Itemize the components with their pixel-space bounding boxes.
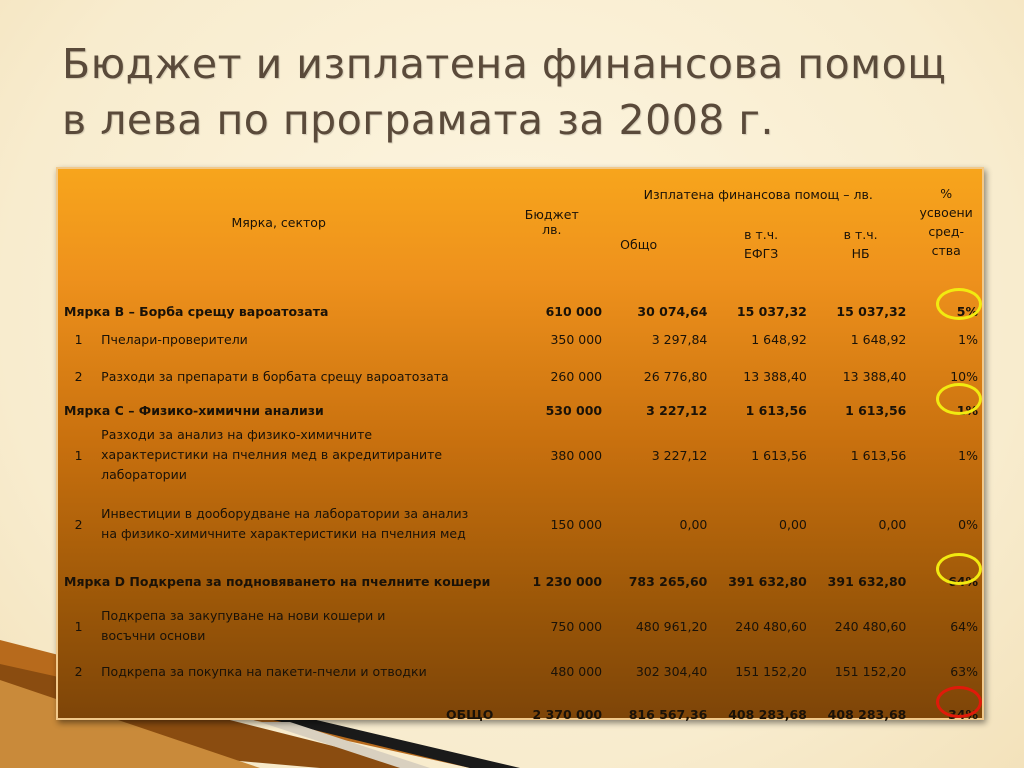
- header-budget: [497, 172, 606, 272]
- row-label: Мярка В – Борба срещу вароатозата: [64, 303, 329, 319]
- header-nb: [811, 216, 910, 272]
- row-efgz: 15 037,32: [736, 303, 807, 319]
- row-label: Мярка D Подкрепа за подновяването на пчелните кошери: [64, 573, 491, 589]
- header-row-1: [60, 172, 982, 216]
- row-budget: 610 000: [545, 303, 603, 319]
- row-budget: 530 000: [545, 402, 603, 418]
- row-total: 3 297,84: [651, 331, 708, 347]
- header-efgz: [711, 216, 810, 272]
- row-budget: 1 230 000: [532, 573, 603, 589]
- row-label: Разходи за анализ на физико-химичните характеристики на пчелния мед в акредитираните лаборатории: [101, 427, 443, 482]
- row-index: 2: [74, 368, 83, 384]
- total-budget: 2 370 000: [532, 706, 603, 722]
- row-total: 302 304,40: [635, 663, 708, 679]
- row-label: Подкрепа за покупка на пакети-пчели и отводки: [101, 663, 427, 679]
- row-label: Пчелари-проверители: [101, 331, 248, 347]
- row-percent: 1%: [958, 331, 978, 347]
- total-percent: 34%: [948, 706, 978, 722]
- row-nb: 1 613,56: [845, 402, 907, 418]
- row-budget: 150 000: [550, 516, 603, 532]
- page-title: [62, 36, 1002, 148]
- header-budget-line2: лв.: [542, 222, 562, 237]
- row-total: 30 074,64: [637, 303, 708, 319]
- table-row: [60, 420, 982, 490]
- row-nb: 1 613,56: [850, 447, 907, 463]
- row-percent: 1%: [958, 447, 978, 463]
- row-label: Разходи за препарати в борбата срещу вароатозата: [101, 368, 449, 384]
- row-efgz: 151 152,20: [735, 663, 807, 679]
- header-budget-line1: Бюджет: [524, 207, 579, 222]
- row-budget: 480 000: [550, 663, 603, 679]
- title-line-2: в лева по програмата за 2008 г.: [62, 96, 774, 144]
- row-total: 783 265,60: [628, 573, 708, 589]
- highlight-circle-measure-c: [936, 383, 982, 415]
- row-nb: 391 632,80: [827, 573, 907, 589]
- row-index: 1: [74, 447, 83, 463]
- row-label: Мярка С – Физико-химични анализи: [64, 402, 324, 418]
- row-efgz: 1 613,56: [745, 402, 807, 418]
- row-index: 1: [74, 331, 83, 347]
- table-row-measure-d: [60, 558, 982, 604]
- highlight-circle-measure-d: [936, 553, 982, 585]
- highlight-circle-total: [936, 686, 982, 718]
- table-row-measure-c: [60, 400, 982, 420]
- header-efgz-line2: ЕФГЗ: [743, 246, 779, 261]
- header-percent-line4: ства: [931, 243, 961, 258]
- row-budget: 350 000: [550, 331, 603, 347]
- row-percent: 1%: [956, 402, 978, 418]
- row-budget: 260 000: [550, 368, 603, 384]
- header-percent-line3: сред-: [928, 224, 964, 239]
- header-measure: Мярка, сектор: [231, 214, 326, 230]
- header-efgz-line1: в т.ч.: [744, 227, 779, 242]
- header-percent-line1: %: [940, 186, 953, 201]
- header-paid-group: Изплатена финансова помощ – лв.: [643, 186, 873, 202]
- row-label: Инвестиции в дооборудване на лаборатории за анализ на физико-химичните характеристики на пчелния мед: [101, 506, 469, 541]
- table-row: [60, 352, 982, 400]
- total-label: ОБЩО: [446, 706, 494, 722]
- row-percent: 5%: [956, 303, 978, 319]
- row-total: 26 776,80: [643, 368, 708, 384]
- total-efgz: 408 283,68: [728, 706, 807, 722]
- row-total: 480 961,20: [635, 618, 708, 634]
- row-efgz: 1 648,92: [751, 331, 807, 347]
- header-nb-line1: в т.ч.: [843, 227, 878, 242]
- row-index: 2: [74, 663, 83, 679]
- header-total: Общо: [620, 236, 658, 252]
- row-nb: 1 648,92: [850, 331, 907, 347]
- row-total: 0,00: [679, 516, 708, 532]
- budget-table: [60, 172, 982, 734]
- row-percent: 64%: [950, 618, 978, 634]
- table-row: [60, 604, 982, 648]
- row-label: Подкрепа за закупуване на нови кошери и восъчни основи: [101, 608, 386, 643]
- table-row-total: [60, 694, 982, 734]
- header-percent-line2: усвоени: [919, 205, 973, 220]
- row-nb: 15 037,32: [836, 303, 907, 319]
- title-line-1: Бюджет и изплатена финансова помощ: [62, 40, 947, 88]
- row-percent: 10%: [950, 368, 978, 384]
- row-index: 1: [74, 618, 83, 634]
- row-nb: 0,00: [878, 516, 907, 532]
- row-efgz: 1 613,56: [751, 447, 807, 463]
- header-nb-line2: НБ: [851, 246, 870, 261]
- header-percent: [910, 172, 982, 272]
- row-efgz: 13 388,40: [743, 368, 807, 384]
- row-index: 2: [74, 516, 83, 532]
- row-total: 3 227,12: [651, 447, 708, 463]
- row-total: 3 227,12: [646, 402, 708, 418]
- row-nb: 151 152,20: [834, 663, 907, 679]
- table-row: [60, 490, 982, 558]
- row-percent: 0%: [958, 516, 978, 532]
- row-nb: 13 388,40: [842, 368, 907, 384]
- table-row: [60, 326, 982, 352]
- highlight-circle-measure-b: [936, 288, 982, 320]
- row-efgz: 0,00: [779, 516, 807, 532]
- total-nb: 408 283,68: [827, 706, 907, 722]
- table-row: [60, 648, 982, 694]
- row-budget: 750 000: [550, 618, 603, 634]
- row-percent: 64%: [948, 573, 978, 589]
- table-row-measure-b: [60, 296, 982, 326]
- row-efgz: 240 480,60: [735, 618, 807, 634]
- row-nb: 240 480,60: [834, 618, 907, 634]
- row-percent: 63%: [950, 663, 978, 679]
- row-budget: 380 000: [550, 447, 603, 463]
- total-paid: 816 567,36: [628, 706, 708, 722]
- row-efgz: 391 632,80: [728, 573, 807, 589]
